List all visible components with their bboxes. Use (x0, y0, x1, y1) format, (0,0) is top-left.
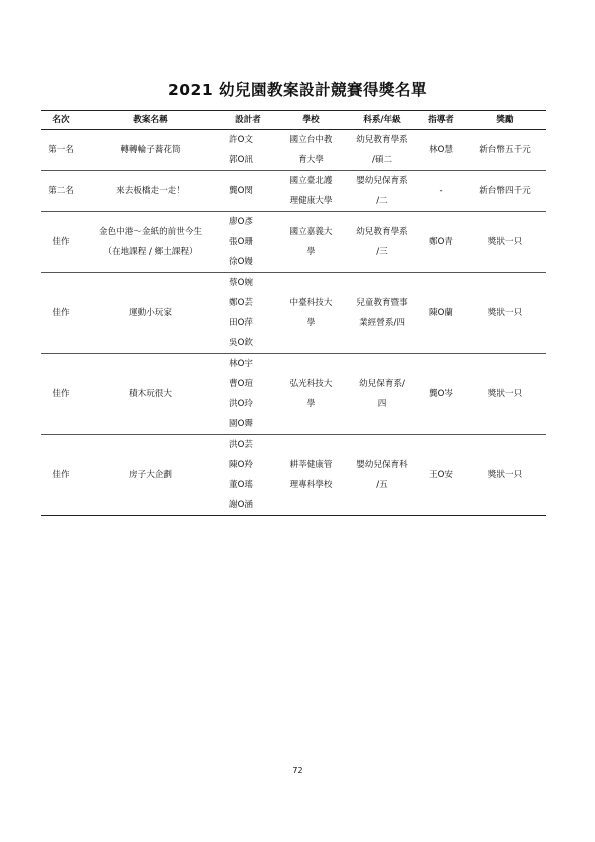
dept-line: 幼兒教育學系 (356, 135, 408, 145)
header-dept: 科系/年級 (346, 111, 418, 130)
school-line: 耕莘健康管 (289, 460, 333, 470)
designer-name: 許O文 (229, 135, 253, 145)
header-advisor: 指導者 (418, 111, 464, 130)
designer-name: 謝O涵 (229, 500, 253, 510)
rank-cell: 佳作 (41, 354, 81, 435)
award-cell: 獎狀一只 (464, 435, 546, 516)
dept-line: 幼兒保育系/ (359, 379, 405, 389)
dept-line: /二 (376, 196, 388, 206)
award-cell: 獎狀一只 (464, 354, 546, 435)
dept-line: 四 (377, 399, 387, 409)
header-school: 學校 (276, 111, 346, 130)
dept-cell (346, 273, 418, 354)
plan-line: 轉轉輪子蕎花筒 (120, 145, 181, 155)
designer-name: 鄭O芸 (229, 298, 253, 308)
school-cell (276, 130, 346, 171)
plan-cell (81, 212, 220, 273)
designers-cell (220, 354, 276, 435)
page-number: 72 (292, 766, 303, 775)
school-cell (276, 435, 346, 516)
rank-cell: 第二名 (41, 171, 81, 212)
school-cell (276, 354, 346, 435)
plan-cell (81, 354, 220, 435)
dept-cell (346, 435, 418, 516)
advisor-cell: 鄭O青 (418, 212, 464, 273)
award-cell: 新台幣五千元 (464, 130, 546, 171)
dept-line: 嬰幼兒保育系 (356, 176, 408, 186)
school-cell (276, 212, 346, 273)
rank-cell: 佳作 (41, 435, 81, 516)
school-line: 學 (306, 247, 316, 257)
dept-line: 業經營系/四 (359, 318, 405, 328)
advisor-cell: 林O慧 (418, 130, 464, 171)
school-line: 學 (306, 399, 316, 409)
designer-name: 洪O玲 (229, 399, 253, 409)
plan-line: 來去板橋走一走！ (116, 186, 185, 196)
header-rank: 名次 (41, 111, 81, 130)
plan-line: 運動小玩家 (129, 308, 172, 318)
rank-cell: 佳作 (41, 212, 81, 273)
plan-cell (81, 273, 220, 354)
table-row (41, 354, 546, 435)
designers-cell (220, 171, 276, 212)
page-title: 2021 幼兒園教案設計競賽得獎名單 (167, 81, 428, 99)
plan-line: （在地課程 / 鄉土課程） (103, 247, 198, 257)
designer-name: 陳O羚 (229, 460, 253, 470)
designers-cell (220, 435, 276, 516)
table-row (41, 435, 546, 516)
dept-line: /碩二 (371, 155, 393, 165)
table-row (41, 130, 546, 171)
dept-line: 兒童教育暨事 (356, 298, 408, 308)
designers-cell (220, 212, 276, 273)
dept-cell (346, 354, 418, 435)
plan-line: 積木玩很大 (129, 389, 172, 399)
school-line: 中臺科技大 (289, 298, 333, 308)
dept-cell (346, 212, 418, 273)
designers-cell (220, 130, 276, 171)
dept-line: /三 (376, 247, 388, 257)
table-row (41, 171, 546, 212)
award-cell: 獎狀一只 (464, 273, 546, 354)
school-line: 國立嘉義大 (289, 227, 333, 237)
designers-cell (220, 273, 276, 354)
rank-cell: 佳作 (41, 273, 81, 354)
plan-line: 金色中港～金紙的前世今生 (98, 227, 203, 237)
header-award: 獎勵 (464, 111, 546, 130)
school-line: 國立臺北護 (289, 176, 333, 186)
header-designers: 設計者 (220, 111, 276, 130)
plan-cell (81, 130, 220, 171)
designer-name: 蔡O婉 (229, 278, 253, 288)
designer-name: 吳O欽 (229, 338, 253, 348)
plan-cell (81, 435, 220, 516)
designer-name: 曹O瑄 (229, 379, 253, 389)
school-line: 理健康大學 (289, 196, 333, 206)
header-row (41, 111, 546, 130)
designer-name: 洪O芸 (229, 440, 253, 450)
designer-name: 園O霽 (229, 419, 253, 429)
header-plan: 教案名稱 (81, 111, 220, 130)
dept-cell (346, 171, 418, 212)
award-cell: 新台幣四千元 (464, 171, 546, 212)
school-cell (276, 273, 346, 354)
school-line: 理專科學校 (289, 480, 333, 490)
school-cell (276, 171, 346, 212)
designer-name: 張O珊 (229, 237, 253, 247)
table-row (41, 212, 546, 273)
designer-name: 廖O彥 (229, 217, 253, 227)
rank-cell: 第一名 (41, 130, 81, 171)
advisor-cell: - (418, 171, 464, 212)
dept-line: /五 (376, 480, 388, 490)
awards-table (41, 110, 546, 516)
dept-cell (346, 130, 418, 171)
school-line: 弘光科技大 (289, 379, 333, 389)
school-line: 國立台中教 (289, 135, 333, 145)
dept-line: 嬰幼兒保育科 (356, 460, 408, 470)
designer-name: 林O宇 (229, 359, 253, 369)
plan-cell (81, 171, 220, 212)
award-cell: 獎狀一只 (464, 212, 546, 273)
dept-line: 幼兒教育學系 (356, 227, 408, 237)
advisor-cell: 陳O蘭 (418, 273, 464, 354)
school-line: 學 (306, 318, 316, 328)
plan-line: 房子大企劃 (129, 470, 172, 480)
designer-name: 董O瑤 (229, 480, 253, 490)
designer-name: 龔O閔 (229, 186, 253, 196)
advisor-cell: 王O安 (418, 435, 464, 516)
school-line: 育大學 (298, 155, 324, 165)
designer-name: 郭O訊 (229, 155, 253, 165)
table-row (41, 273, 546, 354)
designer-name: 田O萍 (229, 318, 253, 328)
advisor-cell: 龔O岑 (418, 354, 464, 435)
designer-name: 徐O嫚 (229, 257, 253, 267)
